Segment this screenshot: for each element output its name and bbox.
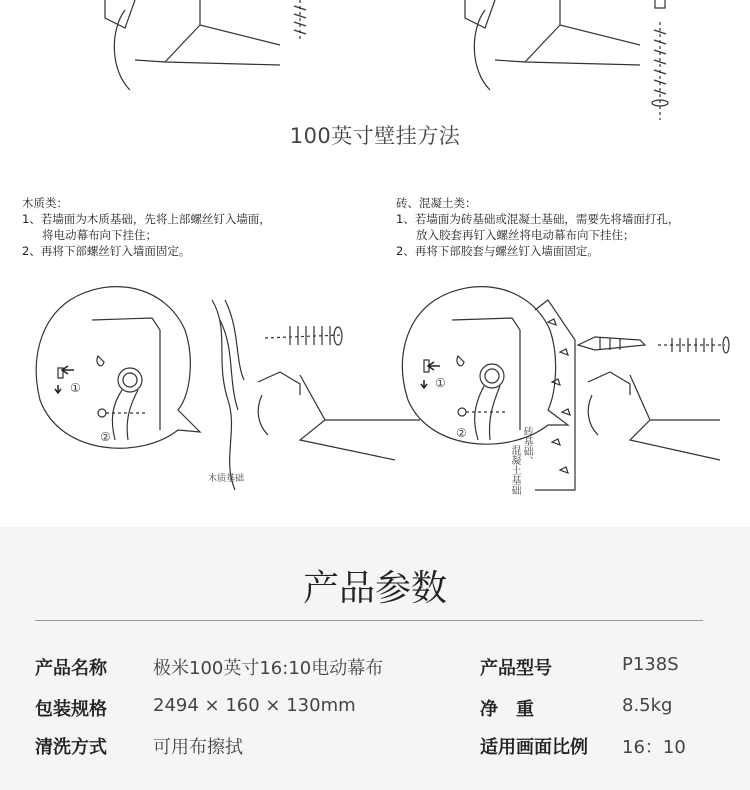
wall-mount-title: 100英寸壁挂方法: [289, 124, 461, 148]
spec-value-cleaning: 可用布擦拭: [153, 737, 243, 758]
spec-label-name: 产品名称: [35, 658, 107, 679]
brick-step-two-marker: ②: [456, 426, 467, 440]
wood-heading: 木质类：: [22, 196, 68, 210]
brick-step1-cont: 放入胶套再钉入螺丝将电动幕布向下挂住；: [416, 228, 635, 242]
spec-value-weight: 8.5kg: [622, 695, 673, 716]
brick-step-one-marker: ①: [435, 376, 446, 390]
params-title: 产品参数: [302, 568, 447, 609]
step-one-marker: ①: [70, 381, 81, 395]
spec-value-name: 极米100英寸16:10电动幕布: [153, 658, 384, 679]
brick-heading: 砖、混凝土类：: [396, 196, 477, 210]
wood-step1: 1、若墙面为木质基础，先将上部螺丝钉入墙面，: [22, 212, 271, 226]
wood-step2: 2、再将下部螺丝钉入墙面固定。: [22, 244, 191, 258]
wood-caption: 木质基础: [208, 474, 245, 484]
spec-label-weight: 净 重: [480, 699, 534, 720]
step-two-marker: ②: [100, 430, 111, 444]
brick-step2: 2、再将下部胶套与螺丝钉入墙面固定。: [396, 244, 599, 258]
spec-value-package: 2494 × 160 × 130mm: [153, 695, 356, 716]
spec-label-ratio: 适用画面比例: [480, 737, 588, 758]
brick-step1: 1、若墙面为砖基础或混凝土基础，需要先将墙面打孔，: [396, 212, 680, 226]
wood-step1-cont: 将电动幕布向下挂住；: [42, 228, 157, 242]
spec-value-model: P138S: [622, 654, 679, 675]
brick-caption-line2: 混凝土基础: [509, 445, 520, 495]
spec-value-ratio: 16：10: [622, 737, 686, 758]
divider: [35, 620, 703, 621]
spec-label-package: 包装规格: [35, 699, 107, 720]
spec-label-cleaning: 清洗方式: [35, 737, 107, 758]
spec-label-model: 产品型号: [480, 658, 552, 679]
brick-caption-line1: 砖基础、: [521, 426, 532, 466]
